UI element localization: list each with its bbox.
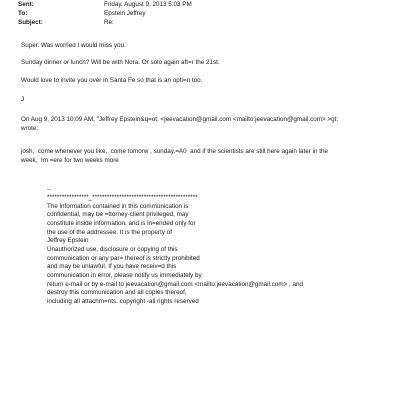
quoted-line-1: josh, come whenever you like, come tomorw , sunday,=A0 and if the scientists are still here again later in the [21, 148, 329, 155]
disclaimer-stars: *****************_******************************************* [47, 194, 198, 201]
disclaimer-line: destroy this communication and all copies thereof, [47, 289, 187, 296]
body-line-4: J [21, 96, 25, 103]
subject-value: Re: [104, 19, 114, 26]
body-line-1: Super. Was worried I would miss you. [21, 42, 126, 49]
disclaimer-line: communication or any par= thereof is strictly prohibited [47, 255, 200, 262]
quoted-line-2: week, Im =ere for two weeks more [21, 157, 119, 164]
disclaimer-line: return e-mail or by e-mail to jeevacation@gmail.com <mailto:jeevacation@gmail.com> , and [47, 281, 304, 288]
sent-label: Sent: [18, 1, 34, 8]
disclaimer-line: Jeffrey Epstein [47, 237, 89, 244]
disclaimer-line: the use of the addressee. It is the property of [47, 229, 172, 236]
disclaimer-line: communication in error, please notify us immediately by [47, 272, 202, 279]
signature-dashes: -- [47, 186, 52, 193]
body-line-2: Sunday dinner or lunch? Will be with Nora. Or solo again aft=r the 21st. [21, 59, 220, 66]
disclaimer-line: including all attachm=nts. copyright -all rights reserved [47, 298, 199, 305]
disclaimer-line: Unauthorized use, disclosure or copying of this [47, 246, 178, 253]
to-label: To: [18, 10, 28, 17]
disclaimer-line: The information contained in this communication is [47, 203, 189, 210]
sent-value: Friday, August 9, 2013 5:03 PM [104, 1, 192, 8]
quote-intro-line-2: wrote: [21, 125, 39, 132]
quote-intro-line-1: On Aug 9, 2013 10:09 AM, "Jeffrey Epstein&q=ot; <jeevacation@gmail.com <mailto:jeevacation@gmail.com> >gt; [21, 116, 339, 123]
subject-row [0, 18, 400, 27]
subject-label: Subject: [18, 19, 43, 26]
sent-row [0, 0, 400, 9]
disclaimer-line: and may be unlawful. If you have receiv=d this [47, 263, 177, 270]
disclaimer-line: confidential, may be =ttorney-client privileged, may [47, 211, 189, 218]
disclaimer-line: constitute inside information, and is in=ended only for [47, 220, 196, 227]
body-line-3: Would love to invite you over in Santa Fe so that is an opti=n too. [21, 77, 203, 84]
to-row [0, 9, 400, 18]
to-value: Epstein Jeffrey [104, 10, 146, 17]
